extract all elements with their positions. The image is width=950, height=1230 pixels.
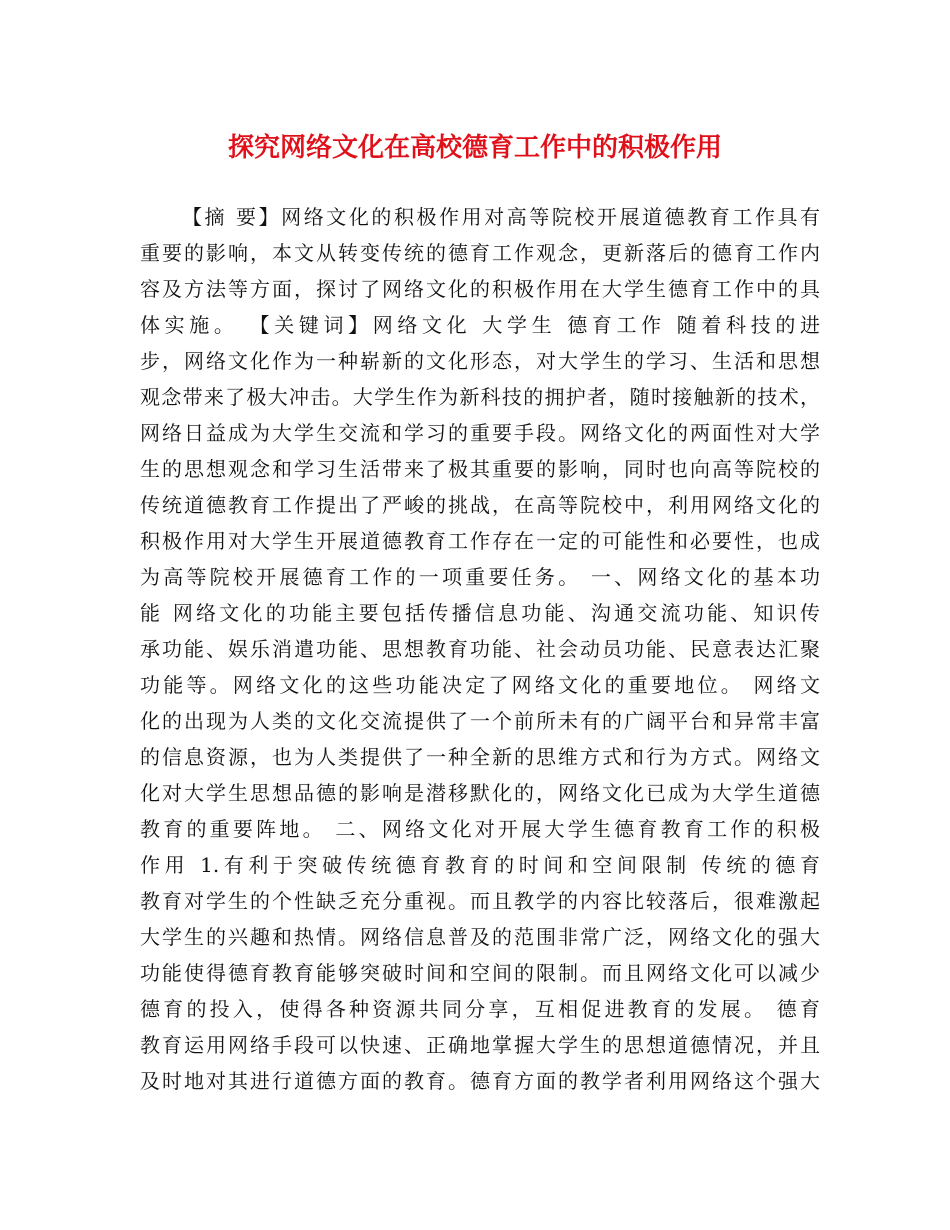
body-line: 教育运用网络手段可以快速、正确地掌握大学生的思想道德情况，并且 xyxy=(140,1033,820,1057)
body-line: 能 网络文化的功能主要包括传播信息功能、沟通交流功能、知识传 xyxy=(140,601,820,625)
body-line: 【摘 要】网络文化的积极作用对高等院校开展道德教育工作具有 xyxy=(182,205,820,229)
body-line: 及时地对其进行道德方面的教育。德育方面的教学者利用网络这个强大 xyxy=(140,1069,820,1093)
body-line: 重要的影响，本文从转变传统的德育工作观念，更新落后的德育工作内 xyxy=(140,241,820,265)
body-line: 体实施。 【关键词】网络文化 大学生 德育工作 随着科技的进 xyxy=(140,313,820,337)
body-line: 积极作用对大学生开展道德教育工作存在一定的可能性和必要性，也成 xyxy=(140,529,820,553)
body-line: 大学生的兴趣和热情。网络信息普及的范围非常广泛，网络文化的强大 xyxy=(140,925,820,949)
body-line: 容及方法等方面，探讨了网络文化的积极作用在大学生德育工作中的具 xyxy=(140,277,820,301)
body-line: 承功能、娱乐消遣功能、思想教育功能、社会动员功能、民意表达汇聚 xyxy=(140,637,820,661)
body-line: 教育的重要阵地。 二、网络文化对开展大学生德育教育工作的积极 xyxy=(140,817,820,841)
document-body xyxy=(140,199,820,1099)
body-line: 德育的投入，使得各种资源共同分享，互相促进教育的发展。 德育 xyxy=(140,997,820,1021)
body-line: 化的出现为人类的文化交流提供了一个前所未有的广阔平台和异常丰富 xyxy=(140,709,820,733)
body-line: 的信息资源，也为人类提供了一种全新的思维方式和行为方式。网络文 xyxy=(140,745,820,769)
body-line: 作用 1.有利于突破传统德育教育的时间和空间限制 传统的德育 xyxy=(140,853,820,877)
document-title: 探究网络文化在高校德育工作中的积极作用 xyxy=(227,133,722,163)
body-line: 生的思想观念和学习生活带来了极其重要的影响，同时也向高等院校的 xyxy=(140,457,820,481)
body-line: 教育对学生的个性缺乏充分重视。而且教学的内容比较落后，很难激起 xyxy=(140,889,820,913)
body-line: 步，网络文化作为一种崭新的文化形态，对大学生的学习、生活和思想 xyxy=(140,349,820,373)
body-line: 功能使得德育教育能够突破时间和空间的限制。而且网络文化可以减少 xyxy=(140,961,820,985)
body-line: 传统道德教育工作提出了严峻的挑战，在高等院校中，利用网络文化的 xyxy=(140,493,820,517)
body-line: 网络日益成为大学生交流和学习的重要手段。网络文化的两面性对大学 xyxy=(140,421,820,445)
body-line: 功能等。网络文化的这些功能决定了网络文化的重要地位。 网络文 xyxy=(140,673,820,697)
body-line: 观念带来了极大冲击。大学生作为新科技的拥护者，随时接触新的技术， xyxy=(140,385,820,409)
body-line: 为高等院校开展德育工作的一项重要任务。 一、网络文化的基本功 xyxy=(140,565,820,589)
body-line: 化对大学生思想品德的影响是潜移默化的，网络文化已成为大学生道德 xyxy=(140,781,820,805)
